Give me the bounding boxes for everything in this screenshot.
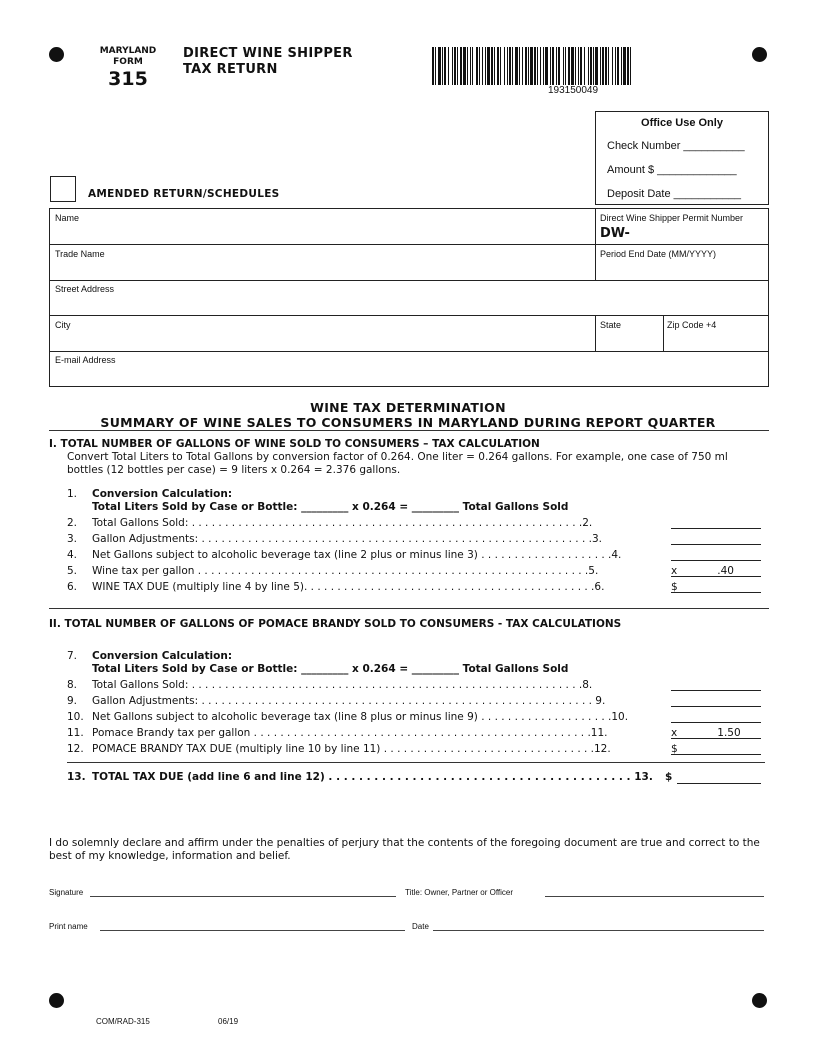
state-name: MARYLAND — [99, 46, 157, 56]
barcode-bar — [500, 47, 501, 85]
tax-line-row[interactable] — [67, 517, 767, 531]
barcode-bar — [550, 47, 551, 85]
barcode-bar — [558, 47, 560, 85]
line-13-blank[interactable] — [677, 783, 761, 784]
divider — [50, 244, 768, 245]
line-text: POMACE BRANDY TAX DUE (multiply line 10 by line 11) . . . . . . . . . . . . . . . . . . . . . . . . . . . . . . . .12. — [92, 743, 611, 755]
line-text: WINE TAX DUE (multiply line 4 by line 5). . . . . . . . . . . . . . . . . . . . . . . . . . . . . . . . . . . . . . . . . . . .6. — [92, 581, 605, 593]
barcode-bar — [615, 47, 616, 85]
line-13-value: $ — [665, 771, 673, 783]
barcode-bar — [534, 47, 536, 85]
amended-checkbox[interactable] — [50, 176, 76, 202]
tax-line-row[interactable] — [67, 743, 767, 757]
line-text: Gallon Adjustments: . . . . . . . . . . . . . . . . . . . . . . . . . . . . . . . . . . . . . . . . . . . . . . . . . . . . . . . . . . . 9. — [92, 695, 606, 707]
divider — [595, 315, 596, 351]
barcode-bar — [623, 47, 626, 85]
tax-line-row[interactable] — [67, 549, 767, 563]
signature-line[interactable] — [90, 896, 396, 897]
print-name-line[interactable] — [100, 930, 405, 931]
barcode-bar — [485, 47, 486, 85]
period-end-field[interactable]: Period End Date (MM/YYYY) — [600, 249, 717, 259]
tax-line-row[interactable] — [67, 679, 767, 693]
barcode-bar — [432, 47, 434, 85]
title-label: Title: Owner, Partner or Officer — [405, 888, 514, 897]
line-number: 2. — [67, 517, 78, 529]
barcode-bar — [448, 47, 449, 85]
line-text: Net Gallons subject to alcoholic beverage tax (line 2 plus or minus line 3) . . . . . . . . . . . . . . . . . . . .4. — [92, 549, 622, 561]
line-amount[interactable] — [671, 549, 761, 561]
barcode-bar — [595, 47, 598, 85]
barcode-bar — [512, 47, 513, 85]
barcode-bar — [528, 47, 529, 85]
line-number: 6. — [67, 581, 78, 593]
barcode-bar — [515, 47, 518, 85]
line-text: Wine tax per gallon . . . . . . . . . . . . . . . . . . . . . . . . . . . . . . . . . . . . . . . . . . . . . . . . . . . . . . . . . . .5. — [92, 565, 599, 577]
line-1-formula-row[interactable] — [67, 501, 767, 515]
barcode-bar — [482, 47, 483, 85]
registration-mark — [752, 47, 767, 62]
barcode-bar — [476, 47, 478, 85]
declaration-text: I do solemnly declare and affirm under the penalties of perjury that the contents of the foregoing document are true and correct to the best of my knowledge, information and belief. — [49, 837, 760, 862]
barcode-bar — [519, 47, 520, 85]
barcode — [432, 47, 632, 85]
line-amount[interactable] — [671, 533, 761, 545]
registration-mark — [752, 993, 767, 1008]
office-use-box — [595, 111, 769, 205]
street-address-field[interactable]: Street Address — [55, 284, 115, 294]
barcode-bar — [491, 47, 493, 85]
line-1-title: Conversion Calculation: — [92, 488, 233, 500]
divider — [595, 209, 596, 280]
title-line-1: DIRECT WINE SHIPPER — [183, 46, 353, 61]
line-amount[interactable]: $ — [671, 743, 761, 755]
date-line[interactable] — [433, 930, 764, 931]
divider — [50, 351, 768, 352]
divider — [663, 315, 664, 351]
barcode-bar — [504, 47, 505, 85]
barcode-bar — [540, 47, 541, 85]
barcode-bar — [479, 47, 480, 85]
line-amount[interactable]: x .40 — [671, 565, 761, 577]
line-7-formula: Total Liters Sold by Case or Bottle: _________ x 0.264 = _________ Total Gallons Sold — [92, 663, 569, 675]
line-amount[interactable] — [671, 711, 761, 723]
form-title — [183, 46, 353, 78]
line-number: 10. — [67, 711, 84, 723]
form-code: COM/RAD-315 — [96, 1017, 150, 1026]
line-7-formula-row[interactable] — [67, 663, 767, 677]
name-field[interactable]: Name — [55, 213, 80, 223]
barcode-bar — [463, 47, 466, 85]
line-text: Total Gallons Sold: . . . . . . . . . . . . . . . . . . . . . . . . . . . . . . . . . . . . . . . . . . . . . . . . . . . . . . . . . . .8. — [92, 679, 593, 691]
barcode-bar — [584, 47, 585, 85]
barcode-bar — [530, 47, 533, 85]
section-1-instructions: Convert Total Liters to Total Gallons by conversion factor of 0.264. One liter = 0.264 gallons. For example, one case of 750 ml bottles (12 bottles per case) = 9 liters x 0.264 = 2.376 gallons. — [67, 451, 728, 476]
tax-line-row[interactable] — [67, 711, 767, 725]
line-text: Gallon Adjustments: . . . . . . . . . . . . . . . . . . . . . . . . . . . . . . . . . . . . . . . . . . . . . . . . . . . . . . . . . . .3. — [92, 533, 602, 545]
line-number: 5. — [67, 565, 78, 577]
barcode-bar — [442, 47, 443, 85]
barcode-bar — [621, 47, 622, 85]
barcode-bar — [605, 47, 607, 85]
barcode-bar — [497, 47, 499, 85]
divider — [50, 280, 768, 281]
total-rule — [67, 762, 765, 763]
barcode-bar — [509, 47, 511, 85]
line-number: 3. — [67, 533, 78, 545]
barcode-bar — [487, 47, 490, 85]
barcode-bar — [545, 47, 548, 85]
barcode-bar — [444, 47, 446, 85]
barcode-bar — [507, 47, 508, 85]
form-revision-date: 06/19 — [218, 1017, 239, 1026]
check-number-field: Check Number __________ — [607, 140, 745, 152]
barcode-bar — [617, 47, 619, 85]
barcode-bar — [452, 47, 453, 85]
title-line-2: TAX RETURN — [183, 62, 278, 77]
barcode-bar — [593, 47, 594, 85]
registration-mark — [49, 993, 64, 1008]
line-number: 13. — [67, 771, 86, 783]
form-word: FORM — [113, 57, 143, 67]
line-amount[interactable] — [671, 695, 761, 707]
barcode-bar — [525, 47, 527, 85]
date-label: Date — [412, 922, 429, 931]
deposit-date-field: Deposit Date ___________ — [607, 188, 741, 200]
amended-label: AMENDED RETURN/SCHEDULES — [88, 188, 280, 200]
permit-number-label: Direct Wine Shipper Permit Number — [600, 213, 744, 223]
barcode-bar — [435, 47, 436, 85]
barcode-bar — [522, 47, 523, 85]
tax-line-row[interactable] — [67, 727, 767, 741]
line-text: Total Gallons Sold: . . . . . . . . . . . . . . . . . . . . . . . . . . . . . . . . . . . . . . . . . . . . . . . . . . . . . . . . . . .2. — [92, 517, 593, 529]
line-text: Net Gallons subject to alcoholic beverage tax (line 8 plus or minus line 9) . . . . . . . . . . . . . . . . . . . .10. — [92, 711, 629, 723]
tax-line-row[interactable] — [67, 533, 767, 547]
summary-subtitle: SUMMARY OF WINE SALES TO CONSUMERS IN MARYLAND DURING REPORT QUARTER — [100, 415, 716, 430]
barcode-bar — [552, 47, 554, 85]
line-number: 4. — [67, 549, 78, 561]
trade-name-field[interactable]: Trade Name — [55, 249, 105, 259]
barcode-bar — [630, 47, 631, 85]
amount-field: Amount $ _____________ — [607, 164, 737, 176]
barcode-bar — [543, 47, 544, 85]
barcode-bar — [588, 47, 589, 85]
line-7-number-row — [67, 650, 767, 664]
barcode-bar — [612, 47, 613, 85]
line-number: 8. — [67, 679, 78, 691]
line-text: Pomace Brandy tax per gallon . . . . . . . . . . . . . . . . . . . . . . . . . . . . . . . . . . . . . . . . . . . . . . . . . . .11. — [92, 727, 608, 739]
barcode-bar — [608, 47, 609, 85]
section-rule — [49, 608, 769, 609]
barcode-bar — [580, 47, 582, 85]
line-number: 9. — [67, 695, 78, 707]
summary-title: WINE TAX DETERMINATION — [310, 400, 506, 415]
city-field[interactable]: City — [55, 320, 71, 330]
barcode-bar — [454, 47, 456, 85]
line-1-formula: Total Liters Sold by Case or Bottle: _________ x 0.264 = _________ Total Gallons Sold — [92, 501, 569, 513]
barcode-bar — [537, 47, 538, 85]
barcode-bar — [590, 47, 592, 85]
permit-number-field[interactable]: DW- — [600, 226, 630, 241]
line-amount[interactable] — [671, 517, 761, 529]
barcode-bar — [571, 47, 574, 85]
barcode-bar — [472, 47, 473, 85]
line-1-number-row — [67, 488, 767, 502]
divider — [50, 315, 768, 316]
line-number: 1. — [67, 488, 78, 500]
barcode-number: 193150049 — [548, 85, 599, 96]
barcode-bar — [460, 47, 462, 85]
line-number: 7. — [67, 650, 78, 662]
line-amount[interactable]: $ — [671, 581, 761, 593]
print-name-label: Print name — [49, 922, 88, 931]
section-2-heading: II. TOTAL NUMBER OF GALLONS OF POMACE BRANDY SOLD TO CONSUMERS - TAX CALCULATIONS — [49, 618, 622, 630]
form-number: 315 — [108, 68, 148, 90]
barcode-bar — [627, 47, 629, 85]
barcode-bar — [568, 47, 570, 85]
taxpayer-info-grid — [49, 208, 769, 387]
barcode-bar — [556, 47, 557, 85]
line-amount[interactable] — [671, 679, 761, 691]
barcode-bar — [578, 47, 579, 85]
barcode-bar — [457, 47, 458, 85]
barcode-bar — [565, 47, 566, 85]
barcode-bar — [600, 47, 601, 85]
line-number: 11. — [67, 727, 84, 739]
tax-line-row[interactable] — [67, 581, 767, 595]
barcode-bar — [494, 47, 495, 85]
barcode-bar — [602, 47, 604, 85]
line-number: 12. — [67, 743, 84, 755]
tax-line-row[interactable] — [67, 695, 767, 709]
line-amount[interactable]: x 1.50 — [671, 727, 761, 739]
barcode-bar — [470, 47, 471, 85]
barcode-bar — [575, 47, 576, 85]
barcode-bar — [467, 47, 468, 85]
line-13-text: TOTAL TAX DUE (add line 6 and line 12) . . . . . . . . . . . . . . . . . . . . . . . . . . . . . . . . . . . . . . . . 13. — [92, 771, 653, 783]
signature-label: Signature — [49, 888, 84, 897]
barcode-bar — [563, 47, 564, 85]
zip-code-field[interactable]: Zip Code +4 — [667, 320, 717, 330]
tax-line-row[interactable] — [67, 565, 767, 579]
email-field[interactable]: E-mail Address — [55, 355, 116, 365]
section-rule — [49, 430, 769, 431]
barcode-bar — [438, 47, 441, 85]
section-1-heading: I. TOTAL NUMBER OF GALLONS OF WINE SOLD TO CONSUMERS – TAX CALCULATION — [49, 438, 540, 450]
form-label — [96, 46, 160, 68]
title-line[interactable] — [545, 896, 764, 897]
registration-mark — [49, 47, 64, 62]
line-7-title: Conversion Calculation: — [92, 650, 233, 662]
state-field[interactable]: State — [600, 320, 622, 330]
line-13-row[interactable] — [67, 771, 767, 785]
office-use-title: Office Use Only — [641, 117, 723, 129]
